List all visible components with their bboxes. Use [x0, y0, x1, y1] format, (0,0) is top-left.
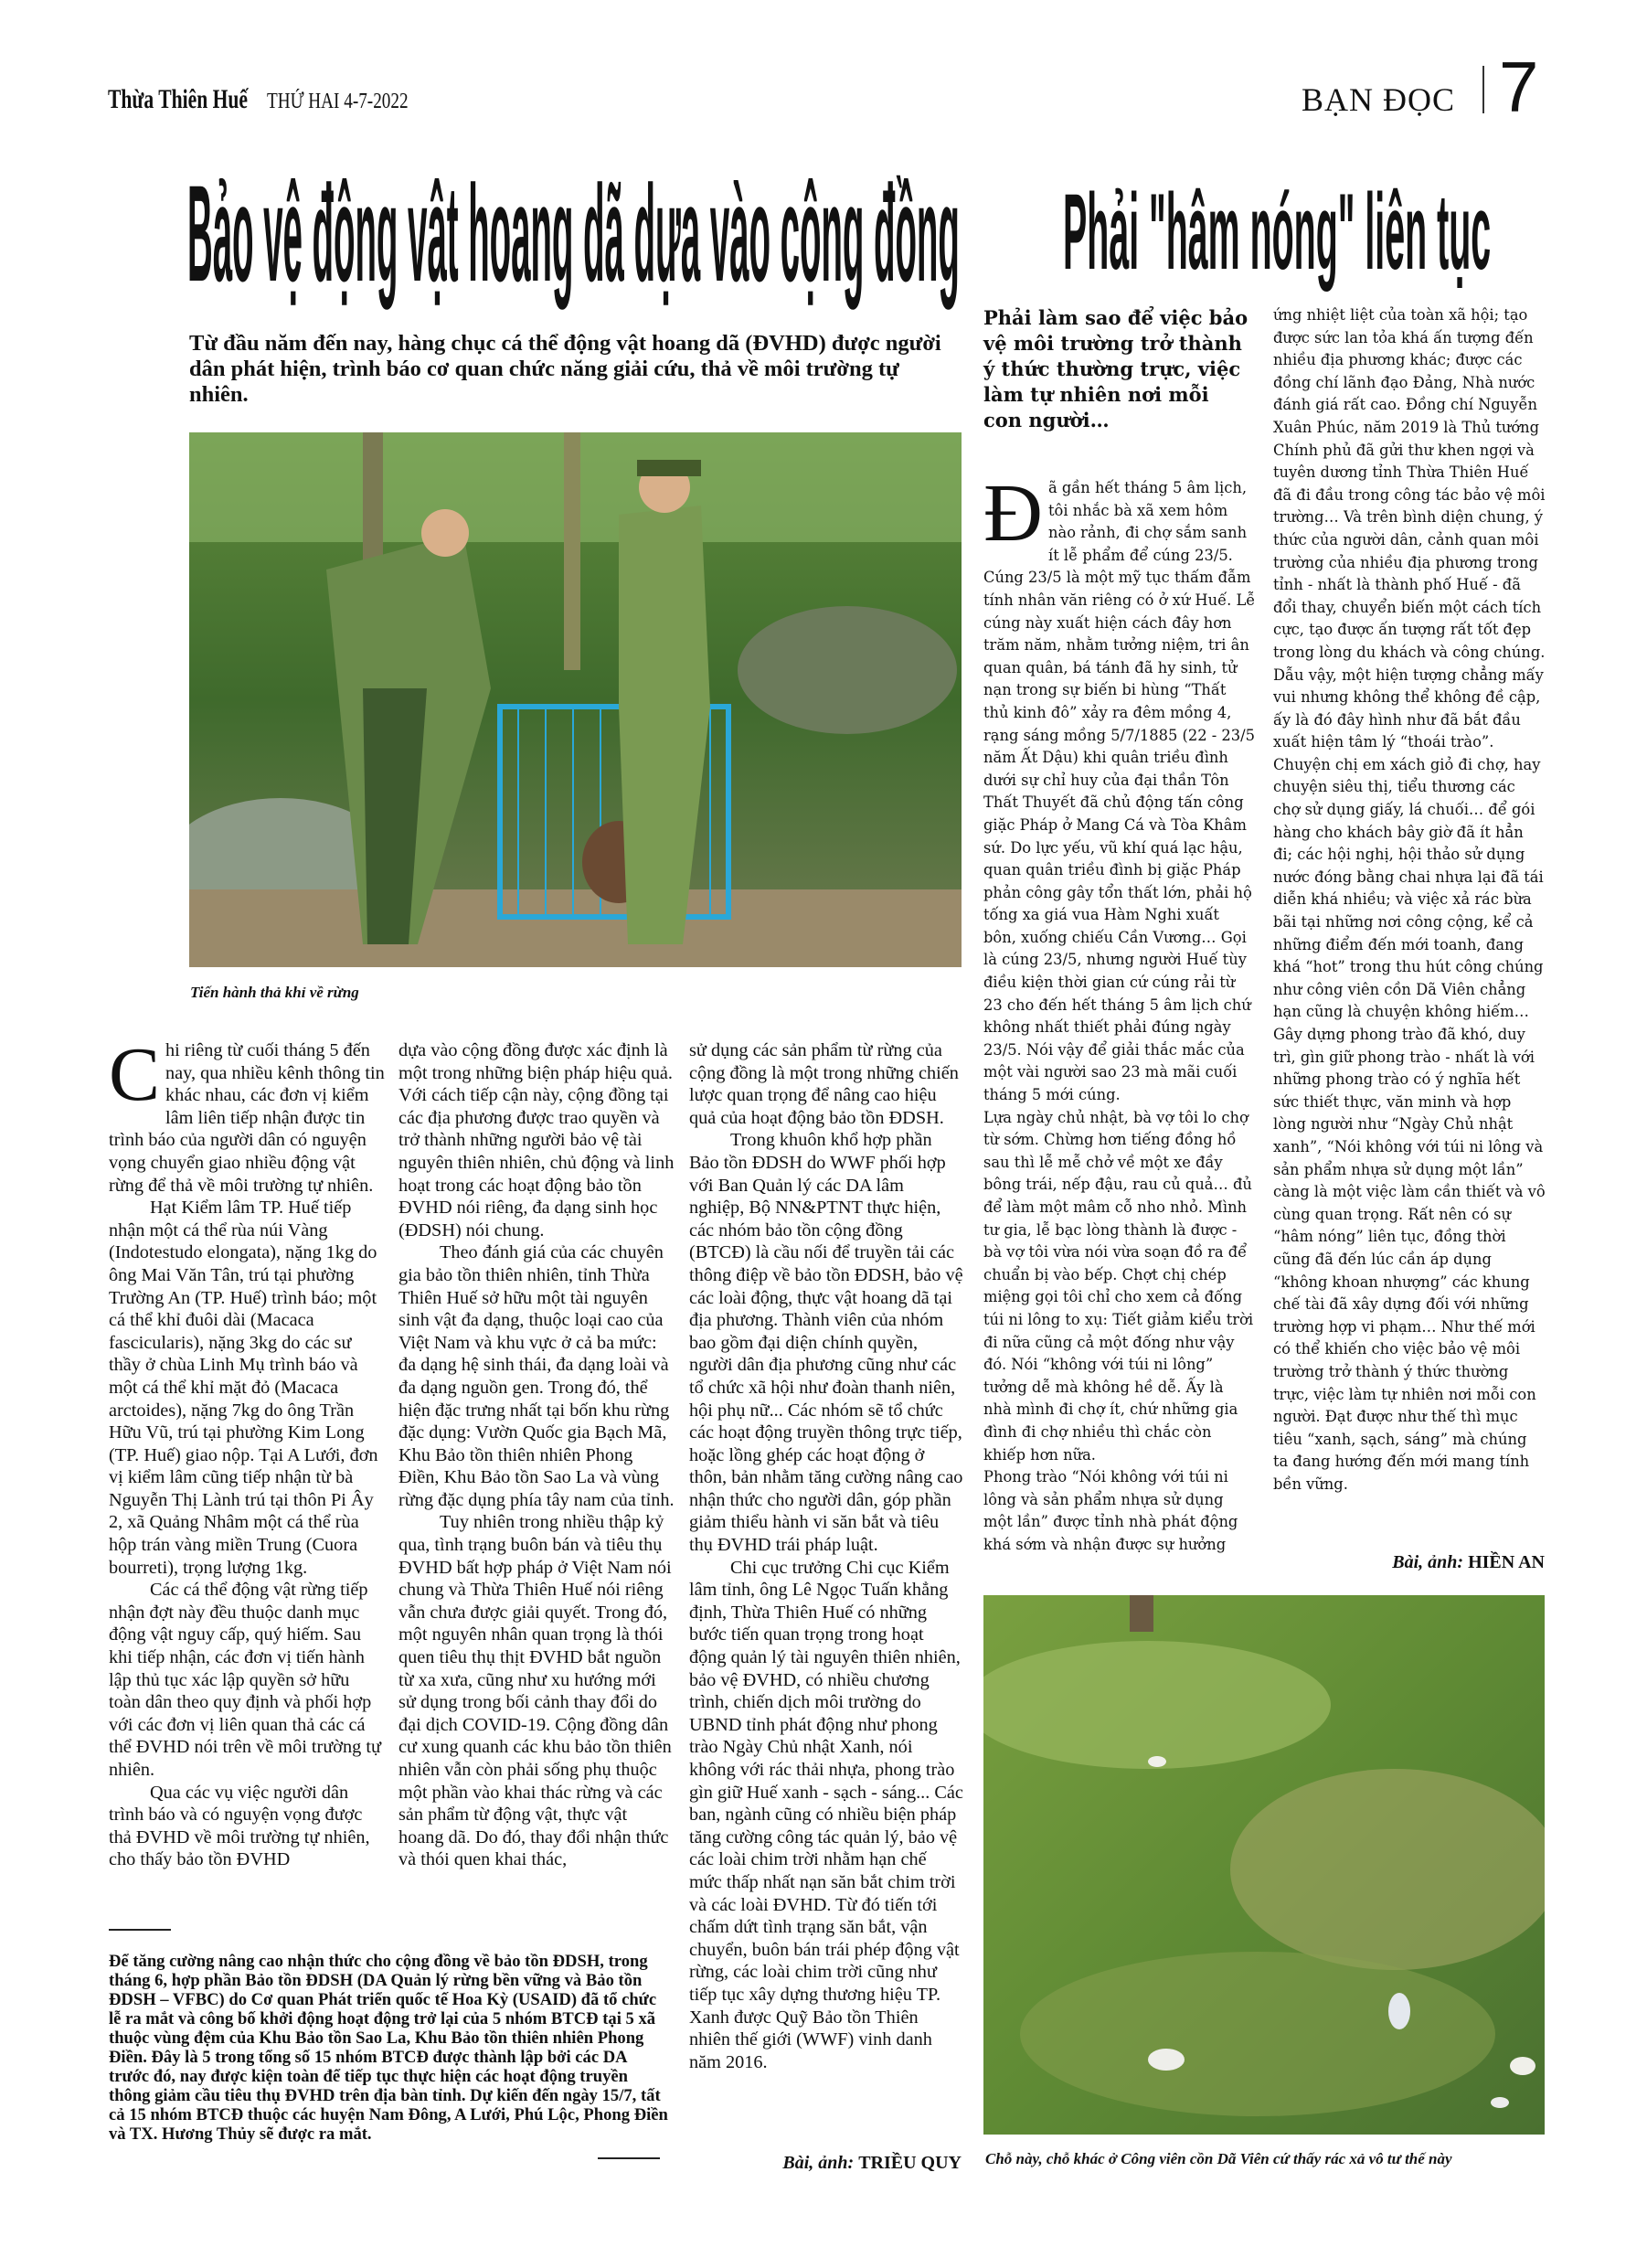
paragraph: Phong trào “Nói không với túi ni lông và sản phẩm nhựa sử dụng một lần” được tỉnh nhà phát động khá sớm và nhận được sự hưởng [983, 1468, 1238, 1553]
paragraph: Qua các vụ việc người dân trình báo và có nguyện vọng được thả ĐVHD về môi trường tự nhiên, cho thấy bảo tồn ĐVHD [109, 1782, 370, 1870]
article1-photo-caption: Tiến hành thả khỉ về rừng [190, 984, 359, 1001]
article1-lead: Từ đầu năm đến nay, hàng chục cá thể động vật hoang dã (ĐVHD) được người dân phát hiện, trình báo cơ quan chức năng giải cứu, thả về môi trường tự nhiên. [189, 331, 941, 407]
paragraph: Theo đánh giá của các chuyên gia bảo tồn thiên nhiên, tỉnh Thừa Thiên Huế sở hữu một tài nguyên sinh vật đa dạng, thuộc loại cao của Việt Nam và khu vực ở cả ba mức: đa dạng hệ sinh thái, đa dạng loài và đa dạng nguồn gen. Trong đó, thể hiện đặc trưng nhất tại bốn khu rừng đặc dụng: Vườn Quốc gia Bạch Mã, Khu Bảo tồn thiên nhiên Phong Điền, Khu Bảo tồn Sao La và vùng rừng đặc dụng phía tây nam của tỉnh. [398, 1242, 675, 1510]
paragraph: Hạt Kiểm lâm TP. Huế tiếp nhận một cá thể rùa núi Vàng (Indotestudo elongata), nặng 1kg do ông Mai Văn Tân, trú tại phường Trường An (TP. Huế) trình báo; một cá thể khỉ đuôi dài (Macaca fascicularis), nặng 3kg do các sư thầy ở chùa Linh Mụ trình báo và một cá thể khỉ mặt đỏ (Macaca arctoides), nặng 7kg do ông Trần Hữu Vũ, trú tại phường Kim Long (TP. Huế) giao nộp. Tại A Lưới, đơn vị kiểm lâm cũng tiếp nhận từ bà Nguyễn Thị Lành trú tại thôn Pi Ây 2, xã Quảng Nhâm một cá thể rùa hộp trán vàng miền Trung (Cuora bourreti), trọng lượng 1kg. [109, 1198, 378, 1578]
paragraph: Gây dựng phong trào đã khó, duy trì, gìn giữ phong trào - nhất là với những phong trào có ý nghĩa hết sức thiết thực, văn minh và hợp lòng người như “Ngày Chủ nhật xanh”, “Nói không với túi ni lông và sản phẩm nhựa sử dụng một lần” càng là một việc làm cần thiết và vô cùng quan trọng. Rất nên có sự “hâm nóng” liên tục, đồng thời cũng đã đến lúc cần áp dụng “không khoan nhượng” các khung chế tài đã xây dựng đối với những trường hợp vi phạm… Như thế mới có thể khiến cho việc bảo vệ môi trường trở thành ý thức thường trực, việc làm tự nhiên nơi mỗi con người. Đạt được như thế thì mục tiêu “xanh, sạch, sáng” mà chúng ta đang hướng đến mới mang tính bền vững. [1273, 1026, 1546, 1493]
newspaper-name: Thừa Thiên Huế [108, 84, 249, 114]
paragraph: sử dụng các sản phẩm từ rừng của cộng đồng là một trong những chiến lược quan trọng để nâng cao hiệu quả của hoạt động bảo tồn ĐDSH. [689, 1040, 959, 1128]
paragraph: ã gần hết tháng 5 âm lịch, tôi nhắc bà xã xem hôm nào rảnh, đi chợ sắm sanh ít lễ phẩm để cúng 23/5. Cúng 23/5 là một mỹ tục thấm đẫm tính nhân văn riêng có ở xứ Huế. Lễ cúng này xuất hiện cách đây hơn trăm năm, nhằm tưởng niệm, tri ân quan quân, bá tánh đã hy sinh, tử nạn trong sự biến bi hùng “Thất thủ kinh đô” xảy ra đêm mồng 4, rạng sáng mồng 5/7/1885 (22 - 23/5 năm Ất Dậu) khi quân triều đình dưới sự chỉ huy của đại thần Tôn Thất Thuyết đã chủ động tấn công giặc Pháp ở Mang Cá và Tòa Khâm sứ. Do lực yếu, vũ khí quá lạc hậu, quan quân triều đình bị giặc Pháp phản công gây tổn thất lớn, phải hộ tống xa giá vua Hàm Nghi xuất bôn, xuống chiếu Cần Vương… Gọi là cúng 23/5, nhưng người Huế tùy điều kiện thời gian cứ cúng rải từ 23 cho đến hết tháng 5 âm lịch chứ không nhất thiết phải đúng ngày 23/5. Nói vậy để giải thắc mắc của một vài người sao 23 mà mãi cuối tháng 5 mới cúng. [983, 479, 1256, 1104]
paragraph: Dẫu vậy, một hiện tượng chẳng mấy vui nhưng không thể không đề cập, ấy là đó đây hình như đã bắt đầu xuất hiện tâm lý “thoái trào”. Chuyện chị em xách giỏ đi chợ, hay chuyện siêu thị, tiểu thương các chợ sử dụng giấy, lá chuối… để gói hàng cho khách bây giờ đã ít hẳn đi; các hội nghị, hội thảo sử dụng nước đóng bằng chai nhựa lại đã tái diễn khá nhiều; và việc xả rác bừa bãi tại những nơi công cộng, kể cả những điểm đến mới toanh, đang khá “hot” trong thu hút công chúng như công viên cồn Dã Viên chẳng hạn cũng là chuyện không hiếm… [1273, 665, 1544, 1021]
drop-cap: C [109, 1032, 161, 1117]
article1-sidebar-note: Để tăng cường nâng cao nhận thức cho cộng đồng về bảo tồn ĐDSH, trong tháng 6, hợp phần Bảo tồn ĐDSH (DA Quản lý rừng bền vững và Bảo tồn ĐDSH – VFBC) do Cơ quan Phát triển quốc tế Hoa Kỳ (USAID) đã tổ chức lễ ra mắt và công bố khởi động hoạt động trở lại của 5 nhóm BTCĐ tại 5 xã thuộc vùng đệm của Khu Bảo tồn Sao La, Khu Bảo tồn thiên nhiên Phong Điền. Đây là 5 trong tổng số 15 nhóm BTCĐ được thành lập bởi các DA trước đó, nay được kiện toàn để tiếp tục thực hiện các hoạt động truyền thông giảm cầu tiêu thụ ĐVHD trên địa bàn tỉnh. Dự kiến đến ngày 15/7, tất cả 15 nhóm BTCĐ thuộc các huyện Nam Đông, A Lưới, Phú Lộc, Phong Điền và TX. Hương Thủy sẽ được ra mắt. [109, 1952, 668, 2144]
article2-byline [1392, 1552, 1545, 1573]
byline-author: TRIỀU QUY [858, 2153, 962, 2173]
article2-lead: Phải làm sao để việc bảo vệ môi trường trở thành ý thức thường trực, việc làm tự nhiên nơi mỗi con người… [983, 306, 1249, 431]
note-top-rule [109, 1929, 171, 1931]
paragraph: dựa vào cộng đồng được xác định là một trong những biện pháp hiệu quả. Với cách tiếp cận này, cộng đồng tại các địa phương được trao quyền và trở thành những người bảo vệ tài nguyên thiên nhiên, chủ động và linh hoạt trong các hoạt động bảo tồn ĐVHD nói riêng, đa dạng sinh học (ĐDSH) nói chung. [398, 1040, 675, 1240]
article1-column-1 [109, 1032, 385, 1871]
paragraph: ứng nhiệt liệt của toàn xã hội; tạo được sức lan tỏa khá ấn tượng đến nhiều địa phương khác; được các đồng chí lãnh đạo Đảng, Nhà nước đánh giá rất cao. Đồng chí Nguyễn Xuân Phúc, năm 2019 là Thủ tướng Chính phủ đã gửi thư khen ngợi và tuyên dương tỉnh Thừa Thiên Huế đã đi đầu trong công tác bảo vệ môi trường… Và trên bình diện chung, ý thức của người dân, cảnh quan môi trường của nhiều địa phương trong tỉnh - nhất là thành phố Huế - đã đổi thay, chuyển biến một cách tích cực, tạo được ấn tượng rất tốt đẹp trong lòng du khách và công chúng. [1273, 306, 1546, 661]
article1-column-2 [398, 1039, 675, 1871]
section-name: BẠN ĐỌC [1302, 81, 1456, 118]
byline-label: Bài, ảnh: [1392, 1552, 1464, 1572]
byline-author: HIỀN AN [1468, 1552, 1545, 1572]
header-divider [1482, 66, 1484, 113]
paragraph: Tuy nhiên trong nhiều thập kỷ qua, tình trạng buôn bán và tiêu thụ ĐVHD bất hợp pháp ở Việt Nam nói chung và Thừa Thiên Huế nói riêng vẫn chưa được giải quyết. Trong đó, một nguyên nhân quan trọng là thói quen tiêu thụ thịt ĐVHD bắt nguồn từ xa xưa, cũng như xu hướng mới sử dụng trong bối cảnh thay đổi do đại dịch COVID-19. Cộng đồng dân cư xung quanh các khu bảo tồn thiên nhiên vẫn còn phải sống phụ thuộc một phần vào khai thác rừng và các sản phẩm từ động vật, thực vật hoang dã. Do đó, thay đổi nhận thức và thói quen khai thác, [398, 1512, 672, 1870]
paragraph: Các cá thể động vật rừng tiếp nhận đợt này đều thuộc danh mục động vật nguy cấp, quý hiếm. Sau khi tiếp nhận, các đơn vị tiến hành lập thủ tục xác lập quyền sở hữu toàn dân theo quy định và phối hợp với các đơn vị liên quan thả các cá thể ĐVHD nói trên về môi trường tự nhiên. [109, 1580, 382, 1780]
article2-column-2 [1273, 304, 1546, 1496]
paragraph: Chi cục trưởng Chi cục Kiểm lâm tỉnh, ông Lê Ngọc Tuấn khẳng định, Thừa Thiên Huế có những bước tiến quan trọng trong hoạt động quản lý tài nguyên thiên nhiên, bảo vệ ĐVHD, có nhiều chương trình, chiến dịch môi trường do UBND tỉnh phát động như phong trào Ngày Chủ nhật Xanh, nói không với rác thải nhựa, phong trào gìn giữ Huế xanh - sạch - sáng... Các ban, ngành cũng có nhiều biện pháp tăng cường công tác quản lý, bảo vệ các loài chim trời nhằm hạn chế mức thấp nhất nạn săn bắt chim trời và các loài ĐVHD. Từ đó tiến tới chấm dứt tình trạng săn bắt, vận chuyển, buôn bán trái phép động vật rừng, các loài chim trời cũng như tiếp tục xây dựng thương hiệu TP. Xanh được Quỹ Bảo tồn Thiên nhiên thế giới (WWF) vinh danh năm 2016. [689, 1557, 963, 2072]
article1-column-3 [689, 1039, 963, 2073]
page-number: 7 [1499, 47, 1539, 127]
drop-cap: Đ [983, 468, 1043, 559]
note-bottom-rule [598, 2157, 660, 2159]
article2-photo-litter-park [983, 1595, 1545, 2135]
article2-title: Phải "hâm nóng" liên tục [1063, 172, 1492, 293]
paragraph: Trong khuôn khổ hợp phần Bảo tồn ĐDSH do WWF phối hợp với Ban Quản lý các DA lâm nghiệp, Bộ NN&PTNT thực hiện, các nhóm bảo tồn cộng đồng (BTCĐ) là cầu nối để truyền tải các thông điệp về bảo tồn ĐDSH, bảo vệ các loài động, thực vật hoang dã tại địa phương. Thành viên của nhóm bao gồm đại diện chính quyền, người dân địa phương cũng như các tổ chức xã hội như đoàn thanh niên, hội phụ nữ... Các nhóm sẽ tổ chức các hoạt động truyền thông trực tiếp, hoặc lồng ghép các hoạt động ở thôn, bản nhằm tăng cường nâng cao nhận thức cho người dân, góp phần giảm thiểu hành vi săn bắt và tiêu thụ ĐVHD trái pháp luật. [689, 1130, 963, 1556]
paragraph: Lựa ngày chủ nhật, bà vợ tôi lo chợ từ sớm. Chừng hơn tiếng đồng hồ sau thì lễ mễ chở về một xe đầy bông trái, nếp đậu, rau củ quả… đủ để làm một mâm cỗ nho nhỏ. Mình tư gia, lễ bạc lòng thành là được - bà vợ tôi vừa nói vừa soạn đồ ra để chuẩn bị vào bếp. Chợt chị chép miệng gọi tôi chỉ cho xem cả đống túi ni lông to xụ: Tiết giảm kiểu trời đi nữa cũng cả một đống như vậy đó. Nói “không với túi ni lông” tưởng dễ mà không hề dễ. Ấy là nhà mình đi chợ ít, chứ những gia đình đi chợ nhiều thì chắc còn khiếp hơn nữa. [983, 1108, 1254, 1464]
article1-title: Bảo vệ động vật hoang dã dựa vào cộng đồng [187, 156, 960, 310]
article2-column-1 [983, 468, 1256, 1557]
article2-photo-caption: Chỗ này, chỗ khác ở Công viên cồn Dã Viên cứ thấy rác xả vô tư thế này [985, 2150, 1452, 2167]
paragraph: hi riêng từ cuối tháng 5 đến nay, qua nhiều kênh thông tin khác nhau, các đơn vị kiểm lâm liên tiếp nhận được tin trình báo của người dân có nguyện vọng chuyển giao nhiều động vật rừng để thả về môi trường tự nhiên. [109, 1040, 385, 1196]
article1-byline [782, 2153, 962, 2174]
byline-label: Bài, ảnh: [782, 2153, 855, 2173]
article1-photo-monkey-release [189, 432, 962, 967]
issue-date: THỨ HAI 4-7-2022 [267, 90, 409, 113]
